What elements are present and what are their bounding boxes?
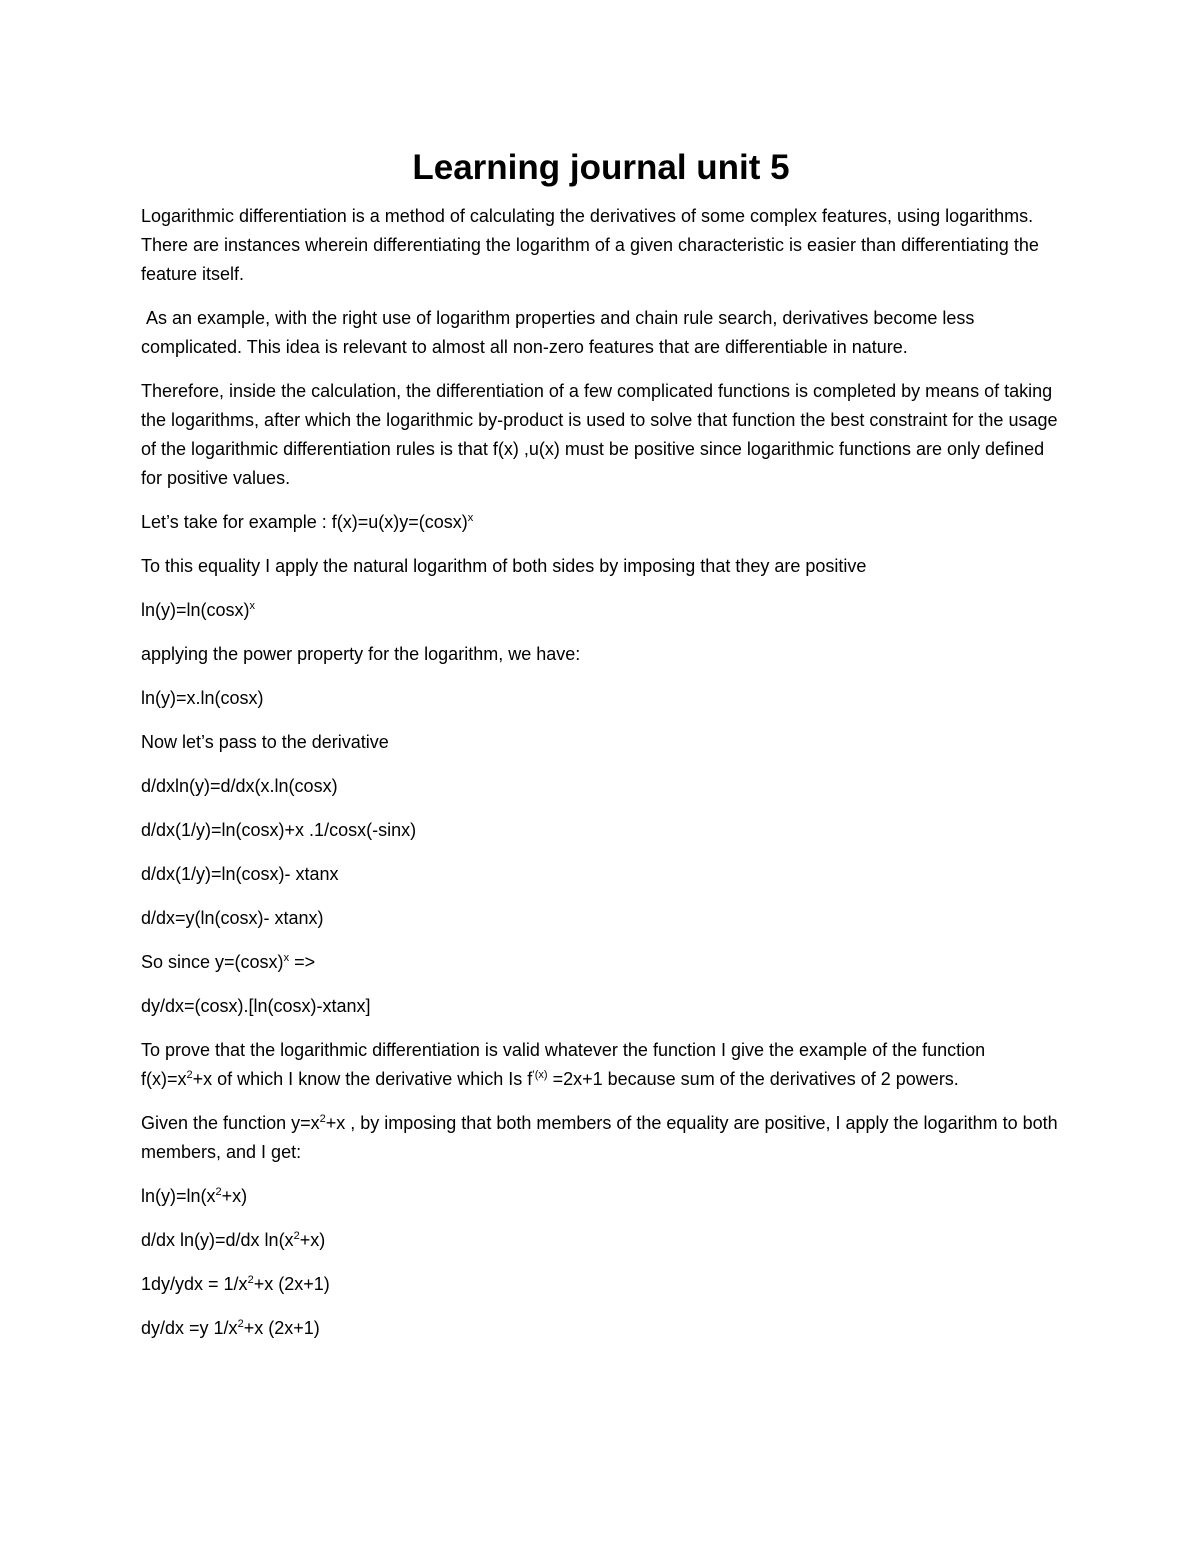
prove-text-b: +x of which I know the derivative which Is f: [192, 1069, 533, 1089]
paragraph-constraint: Therefore, inside the calculation, the differentiation of a few complicated functions is completed by means of taking the logarithms, after which the logarithmic by-product is used to solve that function the best constraint for the usage of the logarithmic differentiation rules is that f(x) ,u(x) must be positive since logarithmic functions are only defined for positive values.: [141, 381, 1058, 488]
prove-text-c: =2x+1 because sum of the derivatives of 2 powers.: [547, 1069, 959, 1089]
step-2-line: d/dx(1/y)=ln(cosx)+x .1/cosx(-sinx): [141, 820, 417, 840]
power-property-line: applying the power property for the logarithm, we have:: [141, 644, 581, 664]
log-line-1-a: ln(y)=ln(x: [141, 1186, 216, 1206]
example-intro-text: Let’s take for example : f(x)=u(x)y=(cosx): [141, 512, 468, 532]
prove-paragraph: [141, 1036, 1061, 1094]
pass-derivative-line: Now let’s pass to the derivative: [141, 732, 389, 752]
paragraph-intro: Logarithmic differentiation is a method of calculating the derivatives of some complex features, using logarithms. There are instances wherein differentiating the logarithm of a given characteristic is easier than differentiating the feature itself.: [141, 206, 1039, 284]
ln-equation-text: ln(y)=ln(cosx): [141, 600, 250, 620]
exponent: 2: [186, 1069, 193, 1081]
since-text: So since y=(cosx): [141, 952, 284, 972]
log-line-4-b: +x (2x+1): [243, 1318, 320, 1338]
exponent: x: [467, 512, 474, 524]
exponent: 2: [237, 1318, 244, 1330]
prove-text-a: To prove that the logarithmic differentiation is valid whatever the function I give the example of the function f(x)=x: [141, 1040, 986, 1089]
exponent: 2: [247, 1274, 254, 1286]
log-line-2: [141, 1226, 1061, 1255]
exponent: 2: [319, 1113, 326, 1125]
since-arrow: =>: [289, 952, 316, 972]
given-text-a: Given the function y=x: [141, 1113, 320, 1133]
ln-equation-line: [141, 596, 1061, 625]
log-line-4-a: dy/dx =y 1/x: [141, 1318, 238, 1338]
prime-superscript: ’(x): [532, 1069, 548, 1081]
log-line-3-a: 1dy/ydx = 1/x: [141, 1274, 248, 1294]
document-page: [141, 140, 1061, 1358]
log-line-1-b: +x): [221, 1186, 248, 1206]
step-1-line: d/dxln(y)=d/dx(x.ln(cosx): [141, 776, 338, 796]
paragraph-example: As an example, with the right use of logarithm properties and chain rule search, derivatives become less complicated. This idea is relevant to almost all non-zero features that are differentiable in nature.: [141, 308, 975, 357]
apply-ln-line: To this equality I apply the natural logarithm of both sides by imposing that they are positive: [141, 556, 867, 576]
exponent: 2: [215, 1186, 222, 1198]
log-line-2-b: +x): [299, 1230, 326, 1250]
given-text-b: +x , by imposing that both members of the equality are positive, I apply the logarithm to both members, and I get:: [141, 1113, 1058, 1162]
step-3-line: d/dx(1/y)=ln(cosx)- xtanx: [141, 864, 339, 884]
log-line-3: [141, 1270, 1061, 1299]
exponent: 2: [293, 1230, 300, 1242]
log-line-2-a: d/dx ln(y)=d/dx ln(x: [141, 1230, 294, 1250]
log-line-1: [141, 1182, 1061, 1211]
log-line-3-b: +x (2x+1): [253, 1274, 330, 1294]
step-4-line: d/dx=y(ln(cosx)- xtanx): [141, 908, 324, 928]
document-title: Learning journal unit 5: [412, 148, 790, 187]
given-paragraph: [141, 1109, 1061, 1167]
since-line: [141, 948, 1061, 977]
log-line-4: [141, 1314, 1061, 1343]
exponent: x: [283, 952, 290, 964]
result-line: dy/dx=(cosx).[ln(cosx)-xtanx]: [141, 996, 371, 1016]
ln-equation-2-line: ln(y)=x.ln(cosx): [141, 688, 264, 708]
exponent: x: [249, 600, 256, 612]
example-intro-line: [141, 508, 1061, 537]
